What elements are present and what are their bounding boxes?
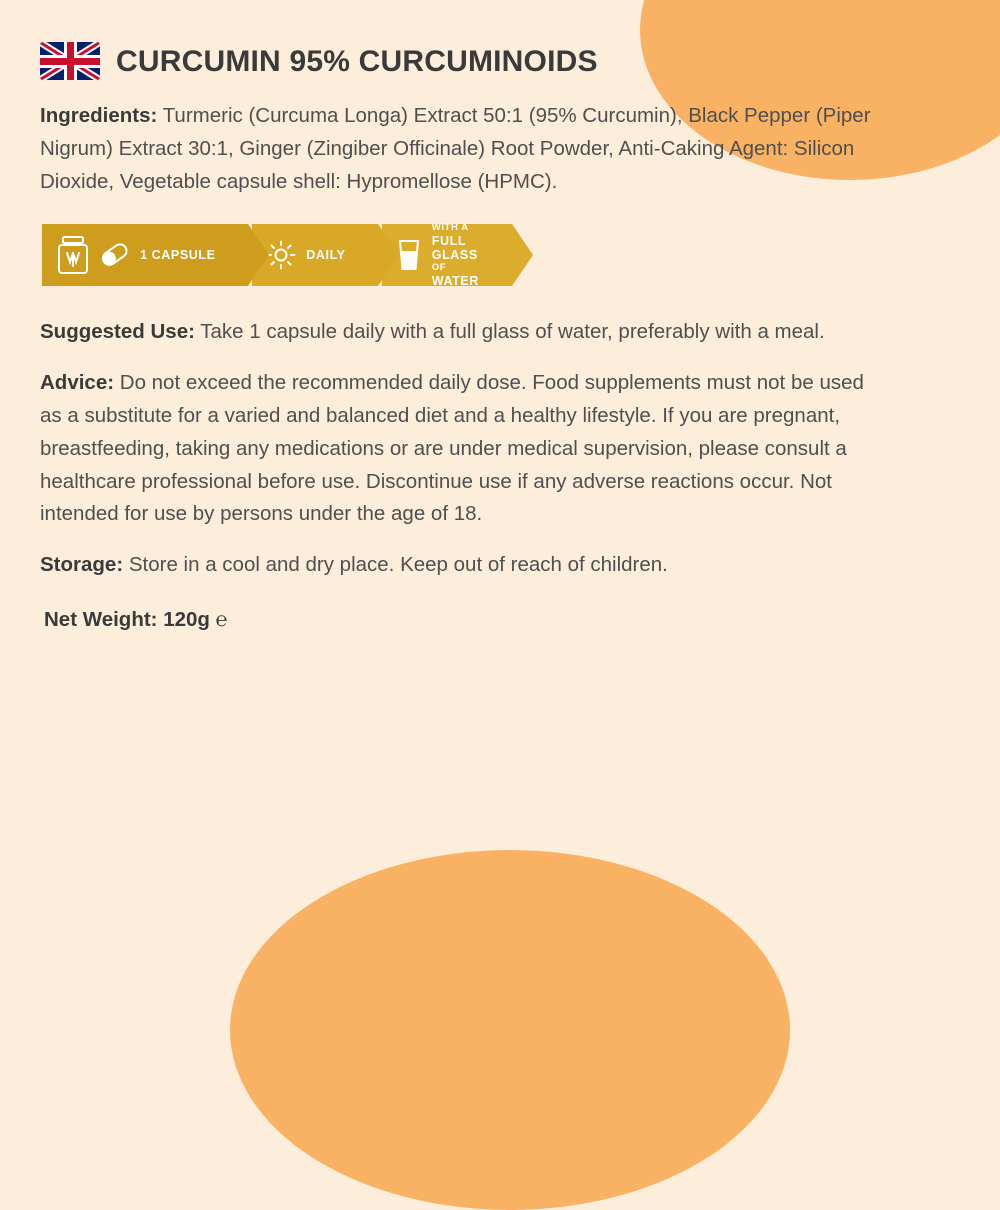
- suggested-use-label: Suggested Use:: [40, 320, 195, 344]
- supplement-bottle-icon: [56, 235, 90, 275]
- dosage-step-daily: [252, 224, 378, 286]
- net-weight: [44, 608, 960, 632]
- water-line2: GLASS: [431, 248, 478, 263]
- dosage-step-capsule: [42, 224, 248, 286]
- ingredients-label: Ingredients:: [40, 104, 158, 127]
- uk-flag-icon: [40, 42, 100, 80]
- sun-icon: [266, 240, 296, 270]
- advice-paragraph: [40, 367, 890, 531]
- storage-text: Store in a cool and dry place. Keep out of reach of children.: [123, 553, 668, 577]
- net-weight-label: Net Weight: 120g: [44, 607, 210, 631]
- dosage-banner: [42, 221, 512, 288]
- header: [40, 42, 960, 80]
- water-line1: WITH A: [431, 221, 469, 233]
- estimated-sign-icon: ℮: [215, 608, 228, 631]
- storage-paragraph: [40, 549, 890, 582]
- advice-label: Advice:: [40, 371, 115, 395]
- water-glass-icon: [396, 238, 422, 272]
- water-line1-bold: FULL: [431, 233, 467, 248]
- suggested-use-paragraph: [40, 316, 890, 349]
- water-line2-small: OF: [431, 261, 447, 273]
- advice-text: Do not exceed the recommended daily dose. Food supplements must not be used as a substitute for a varied and balanced diet and a healthy lifestyle. If you are pregnant, breastfeeding, taking any medications or are under medical supervision, please consult a healthcare professional before use. Discontinue use if any adverse reactions occur. Not intended for use by persons under the age of 18.: [40, 371, 864, 526]
- capsule-icon: [100, 242, 130, 268]
- page-title: CURCUMIN 95% CURCUMINOIDS: [116, 44, 598, 78]
- ingredients-text: Turmeric (Curcuma Longa) Extract 50:1 (95% Curcumin), Black Pepper (Piper Nigrum) Extract 30:1, Ginger (Zingiber Officinale) Root Powder, Anti-Caking Agent: Silicon Dioxide, Vegetable capsule shell: Hypromellose (HPMC).: [40, 104, 871, 193]
- dosage-step-water-label: [432, 223, 486, 289]
- water-line3: WATER: [431, 273, 479, 288]
- suggested-use-text: Take 1 capsule daily with a full glass of water, preferably with a meal.: [194, 320, 825, 344]
- storage-label: Storage:: [40, 553, 124, 577]
- dosage-step-capsule-label: 1 CAPSULE: [140, 248, 216, 263]
- decorative-blob-bottom: [230, 850, 790, 1210]
- ingredients-paragraph: [40, 100, 890, 198]
- dosage-step-water: [382, 221, 512, 288]
- dosage-step-daily-label: DAILY: [306, 248, 346, 263]
